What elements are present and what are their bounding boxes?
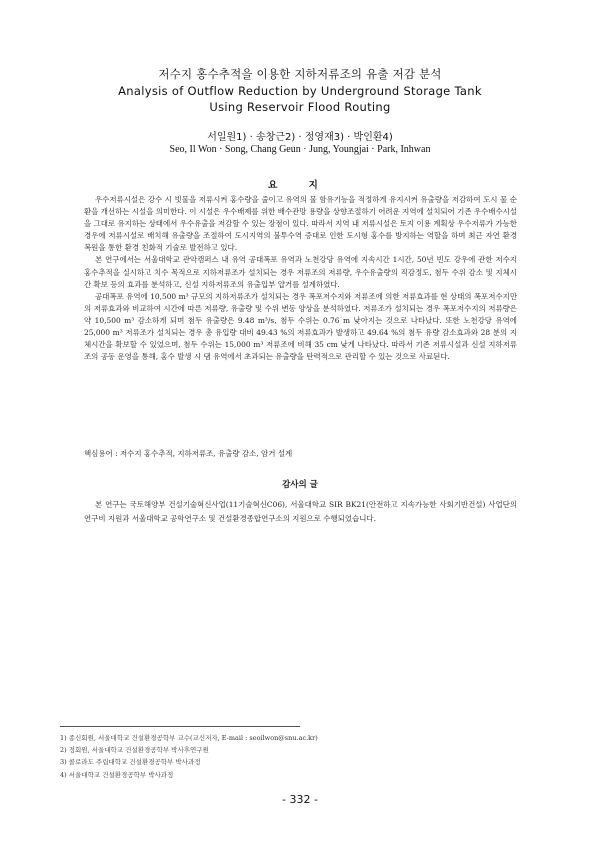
title-english <box>60 83 540 115</box>
footnote-3: 3) 콜로라도 주립대학교 건설환경공학부 박사과정 <box>60 758 201 767</box>
abstract-paragraph-2: 본 연구에서는 서울대학교 관악캠퍼스 내 유역 공대폭포 유역과 노천강당 유역에 지속시간 1시간, 50년 빈도 강우에 관한 저수지 홍수추적을 실시하고 치수 목적으로 지하저류조가 설치되는 경우 저류조의 저류량, 우수유출량의 직감정도, 첨두 수위 감소 및 지체시간 확보 등의 효과를 분석하고, 신설 지하저류조의 유출입부 얍거를 설계하였다. <box>84 255 517 289</box>
abstract-paragraph-3: 공대폭포 유역에 10,500 m³ 규모의 지하저류조가 설치되는 경우 폭포저수지와 저류조에 의한 저류효과를 현 상태의 폭포저수지만의 저류효과와 비교하여 시간에 따른 저류량, 유출량 및 수위 변동 양상을 분석하였다. 저류조가 설치되는 경우 폭포저수지의 저류량은 약 10,500 m³ 감소하게 되며 첨두 유출량은 9.48 m³/s, 첨두 수위는 0.76 m 낮아지는 것으로 나타났다. 또한 노천강당 유역에 25,000 m³ 저류조가 설치되는 경우 총 유입량 대비 49.43 %의 저류효과가 발생하고 49.64 %의 첨두 유량 감소효과와 28 분의 지체시간을 확보할 수 있었으며, 첨두 수위는 15,000 m³ 저류조에 비해 35 cm 낮게 나타났다. 따라서 기존 저류시설과 신설 지하저류조의 공동 운영을 통해, 홍수 발생 시 댐 유역에서 초과되는 유출량을 탄력적으로 관리할 수 있는 것으로 사료된다. <box>84 291 517 362</box>
keywords: 핵심용어 : 저수지 홍수추적, 지하저류조, 유출량 감소, 암거 설계 <box>84 449 293 458</box>
authors-english: Seo, Il Won · Song, Chang Geun · Jung, Youngjai · Park, Inhwan <box>169 144 431 155</box>
acknowledgement-heading: 감사의 글 <box>282 480 318 490</box>
footnotes <box>60 732 520 781</box>
abstract-heading: 요 지 <box>268 180 332 191</box>
title-korean: 저수지 홍수추적을 이용한 지하저류조의 유출 저감 분석 <box>158 67 442 81</box>
abstract-body <box>84 194 517 363</box>
footnote-4: 4) 서울대학교 건설환경공학부 박사과정 <box>60 770 174 779</box>
acknowledgement-text: 본 연구는 국토해양부 건설기술혁신사업(11기술혁신C06), 서울대학교 SIR BK21(안전하고 지속가능한 사회기반건설) 사업단의 연구비 지원과 서울대학교 공학연구소 및 건설환경종합연구소의 지원으로 수행되었습니다. <box>84 500 517 523</box>
page-number: - 332 - <box>282 793 318 806</box>
footnote-2: 2) 정회원, 서울대학교 건설환경공학부 박사후연구원 <box>60 746 209 755</box>
title-english-line1: Analysis of Outflow Reduction by Underground Storage Tank <box>118 84 482 98</box>
footnote-1: 1) 종신회원, 서울대학교 건설환경공학부 교수(교신저자, E-mail : seoilwon@snu.ac.kr) <box>60 734 318 742</box>
footnote-divider <box>60 726 300 727</box>
title-english-line2: Using Reservoir Flood Routing <box>209 100 391 114</box>
acknowledgement-body <box>84 498 517 525</box>
authors-korean: 서일원1) · 송창근2) · 정영재3) · 박인환4) <box>207 132 393 143</box>
abstract-paragraph-1: 우수저류시설은 강수 시 빗물을 저류시켜 홍수량을 줄이고 유역의 물 함유기능을 적정하게 유지시켜 유출량을 저감하여 도시 물 순환을 개선하는 시설을 의미한다. 이 시설은 우수배제를 위한 배수관망 용량을 상향조절하기 어려운 지역에 설치되어 기존 우수배수시설을 그대로 유지하는 상태에서 우수유출을 저감할 수 있는 장점이 있다. 따라서 지역 내 저류시설은 토지 이용 계획상 우수저류가 가능한 경우에 저류시설로 배치해 유출량을 조절하여 도시지역의 불투수역 증대로 인한 도시형 홍수를 방지하는 역할을 하며 최근 자연 환경 복원을 통한 환경 친화적 기술로 발전하고 있다. <box>84 195 517 253</box>
